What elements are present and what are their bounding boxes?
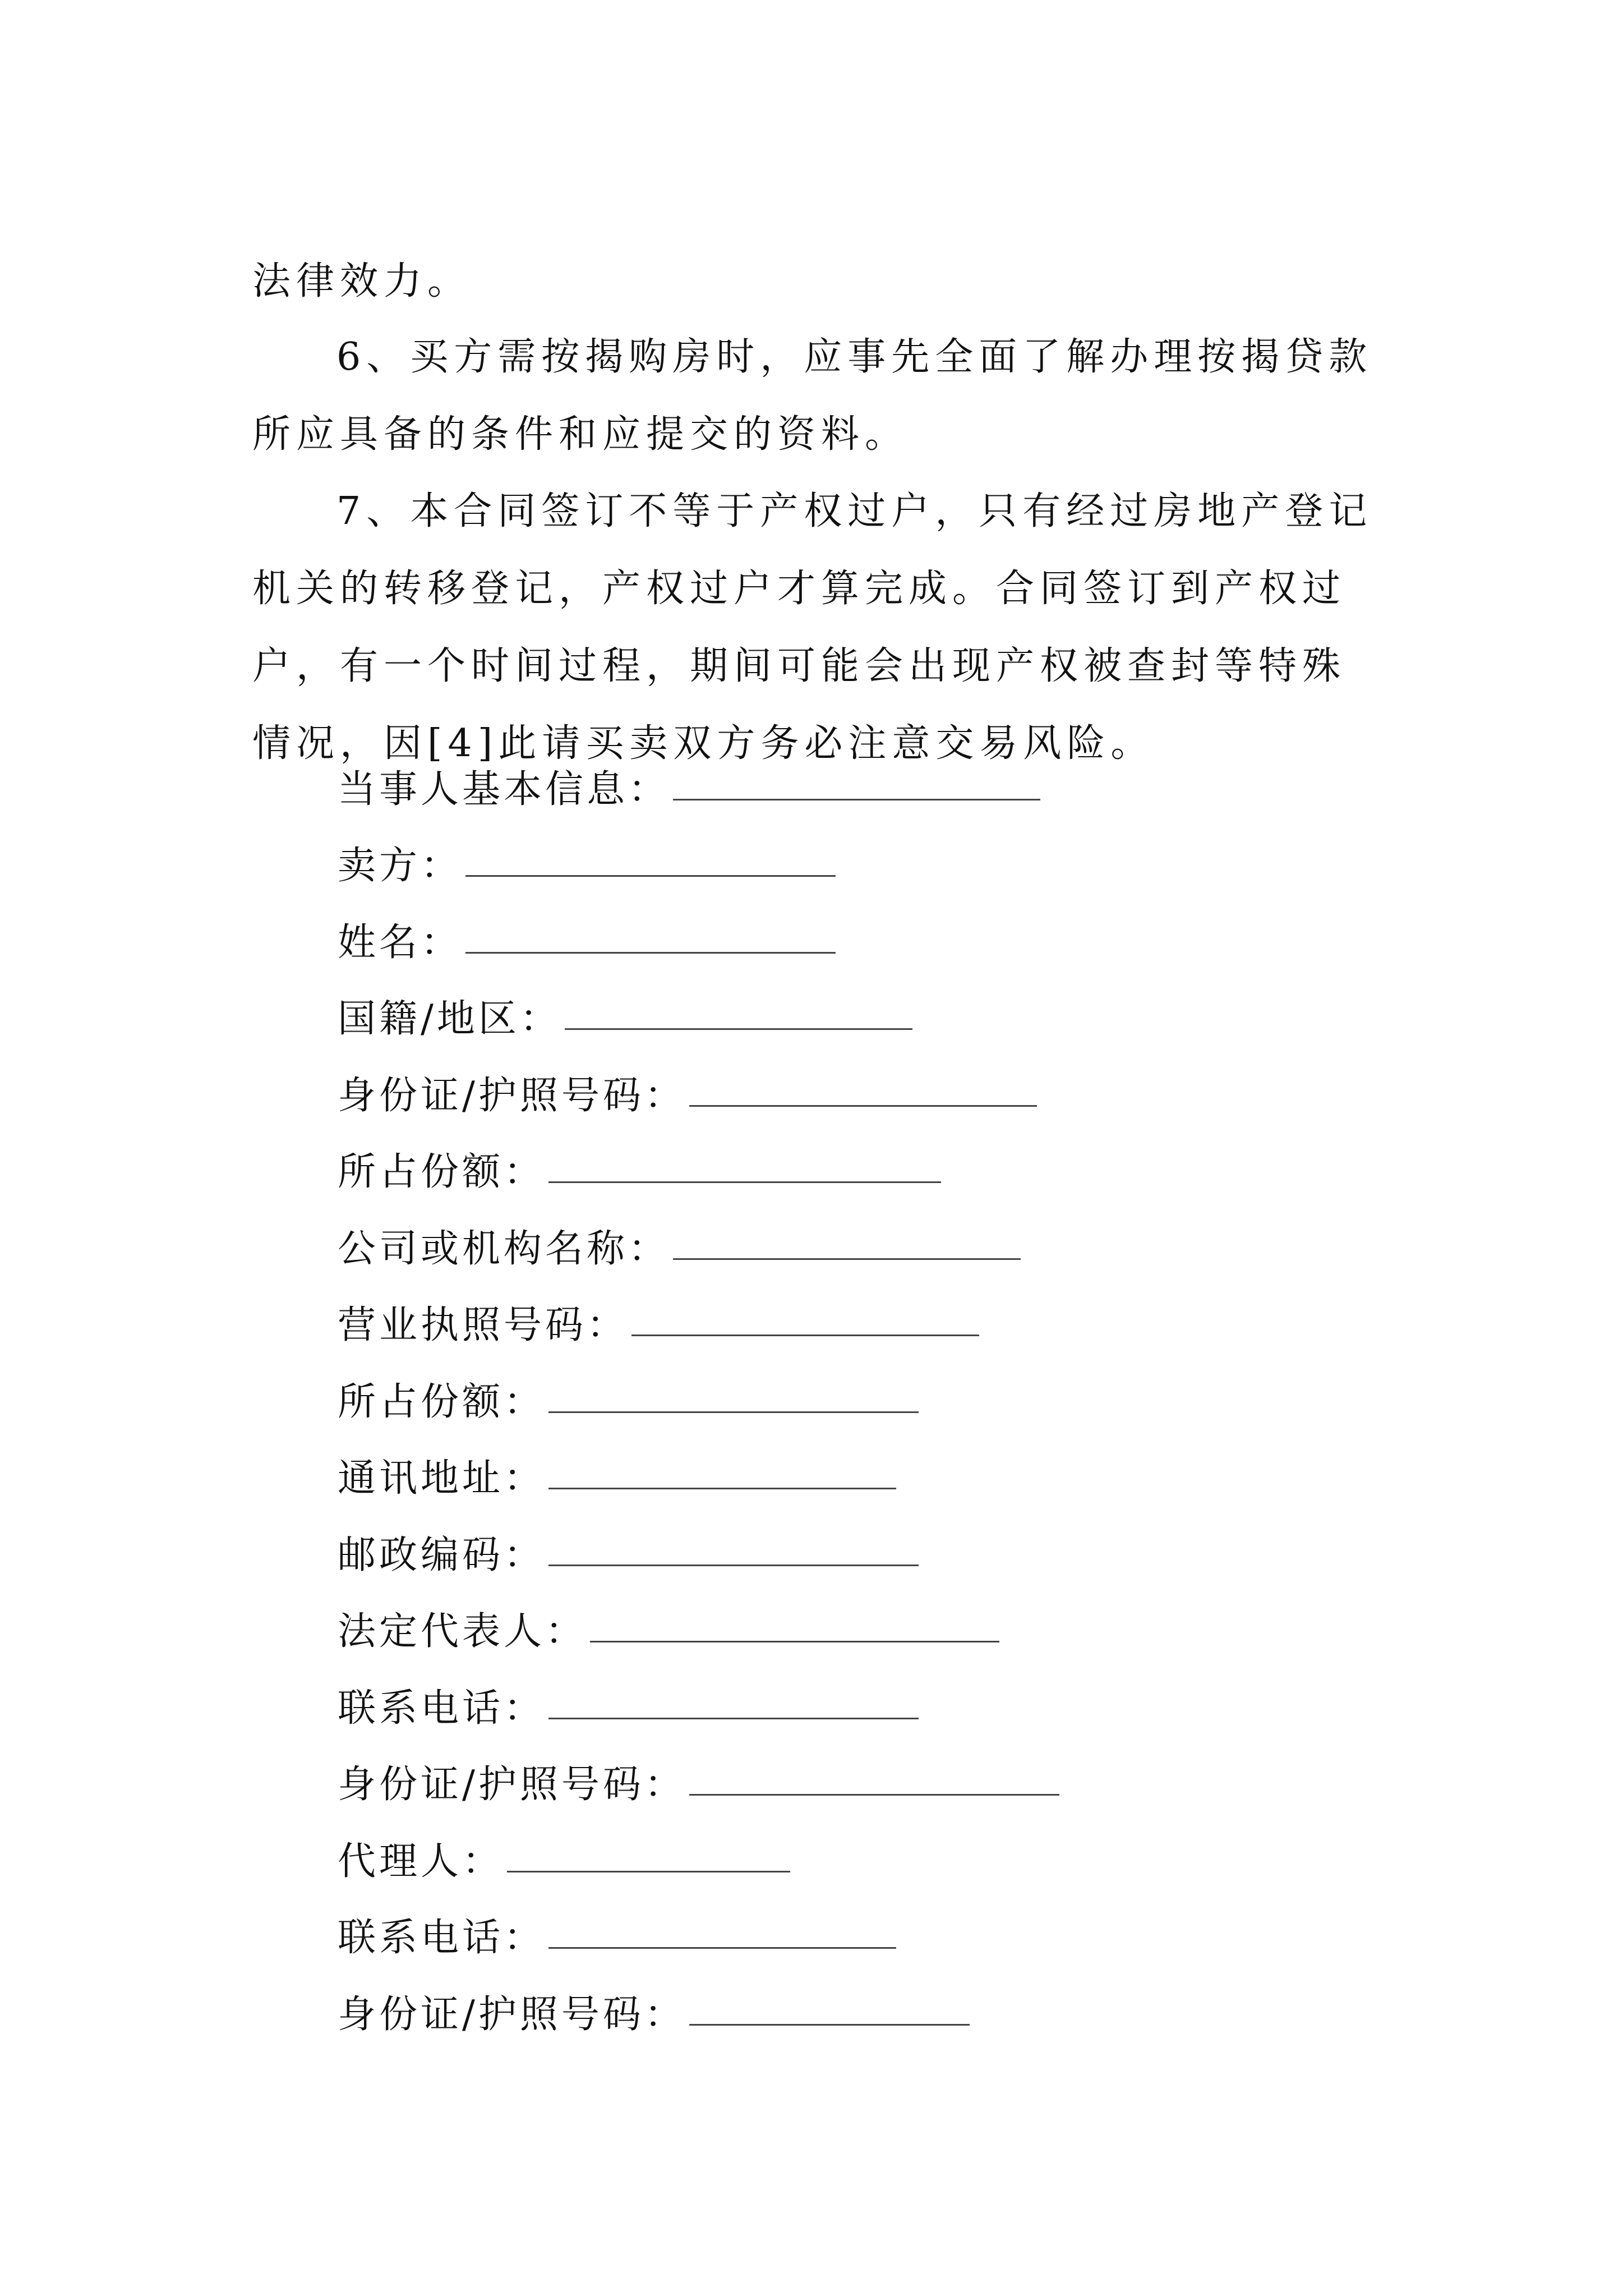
field-phone xyxy=(338,1667,1403,1743)
field-label: 联系电话： xyxy=(338,1686,546,1731)
paragraph-item-6-mortgage: 6、买方需按揭购房时，应事先全面了解办理按揭贷款所应具备的条件和应提交的资料。 xyxy=(252,335,1373,457)
field-label: 卖方： xyxy=(338,844,463,889)
blank-line[interactable] xyxy=(548,1411,919,1413)
paragraph-legal-effect-continuation: 法律效力。 xyxy=(252,259,472,303)
paragraph-item-7-title-transfer: 7、本合同签订不等于产权过户，只有经过房地产登记机关的转移登记，产权过户才算完成。合同签订到产权过户，有一个时间过程，期间可能会出现产权被查封等特殊情况，因[4]此请买卖双方务必注意交易风险。 xyxy=(252,489,1373,766)
field-id-passport-number-2 xyxy=(338,1743,1403,1820)
field-legal-representative xyxy=(338,1590,1403,1667)
field-label: 国籍/地区： xyxy=(338,997,561,1042)
field-id-passport-number-agent xyxy=(338,1973,1403,2050)
blank-line[interactable] xyxy=(689,2024,970,2026)
blank-line[interactable] xyxy=(465,875,836,877)
field-agent xyxy=(338,1820,1403,1897)
field-label: 公司或机构名称： xyxy=(338,1226,670,1271)
blank-line[interactable] xyxy=(689,1794,1059,1796)
field-label: 身份证/护照号码： xyxy=(338,1763,686,1807)
field-postal-code xyxy=(338,1513,1403,1590)
field-nationality-region xyxy=(338,978,1403,1055)
field-label: 营业执照号码： xyxy=(338,1303,629,1348)
field-label: 通讯地址： xyxy=(338,1456,546,1501)
field-label: 法定代表人： xyxy=(338,1609,587,1654)
field-name xyxy=(338,901,1403,978)
field-label: 联系电话： xyxy=(338,1916,546,1961)
blank-line[interactable] xyxy=(548,1565,919,1566)
blank-line[interactable] xyxy=(673,799,1040,800)
field-label: 所占份额： xyxy=(338,1150,546,1195)
field-business-license-number xyxy=(338,1284,1403,1361)
blank-line[interactable] xyxy=(590,1641,999,1642)
party-info-form xyxy=(338,748,1403,2050)
field-company-name xyxy=(338,1207,1403,1284)
blank-line[interactable] xyxy=(631,1335,979,1336)
blank-line[interactable] xyxy=(565,1028,912,1030)
field-id-passport-number xyxy=(338,1054,1403,1131)
field-label: 身份证/护照号码： xyxy=(338,1992,686,2037)
blank-line[interactable] xyxy=(548,1718,919,1719)
field-mailing-address xyxy=(338,1437,1403,1514)
field-label: 邮政编码： xyxy=(338,1533,546,1577)
blank-line[interactable] xyxy=(465,952,836,954)
field-label: 身份证/护照号码： xyxy=(338,1073,686,1118)
field-seller xyxy=(338,825,1403,901)
field-label: 所占份额： xyxy=(338,1379,546,1424)
blank-line[interactable] xyxy=(507,1871,790,1872)
field-party-basic-info xyxy=(338,748,1403,825)
field-label: 当事人基本信息： xyxy=(338,767,670,812)
blank-line[interactable] xyxy=(548,1181,941,1183)
field-label: 姓名： xyxy=(338,920,463,965)
blank-line[interactable] xyxy=(548,1488,896,1489)
blank-line[interactable] xyxy=(548,1947,896,1949)
blank-line[interactable] xyxy=(689,1105,1037,1107)
field-label: 代理人： xyxy=(338,1839,504,1884)
field-phone-agent xyxy=(338,1897,1403,1973)
blank-line[interactable] xyxy=(673,1258,1021,1260)
field-share-company xyxy=(338,1360,1403,1437)
field-share xyxy=(338,1131,1403,1208)
